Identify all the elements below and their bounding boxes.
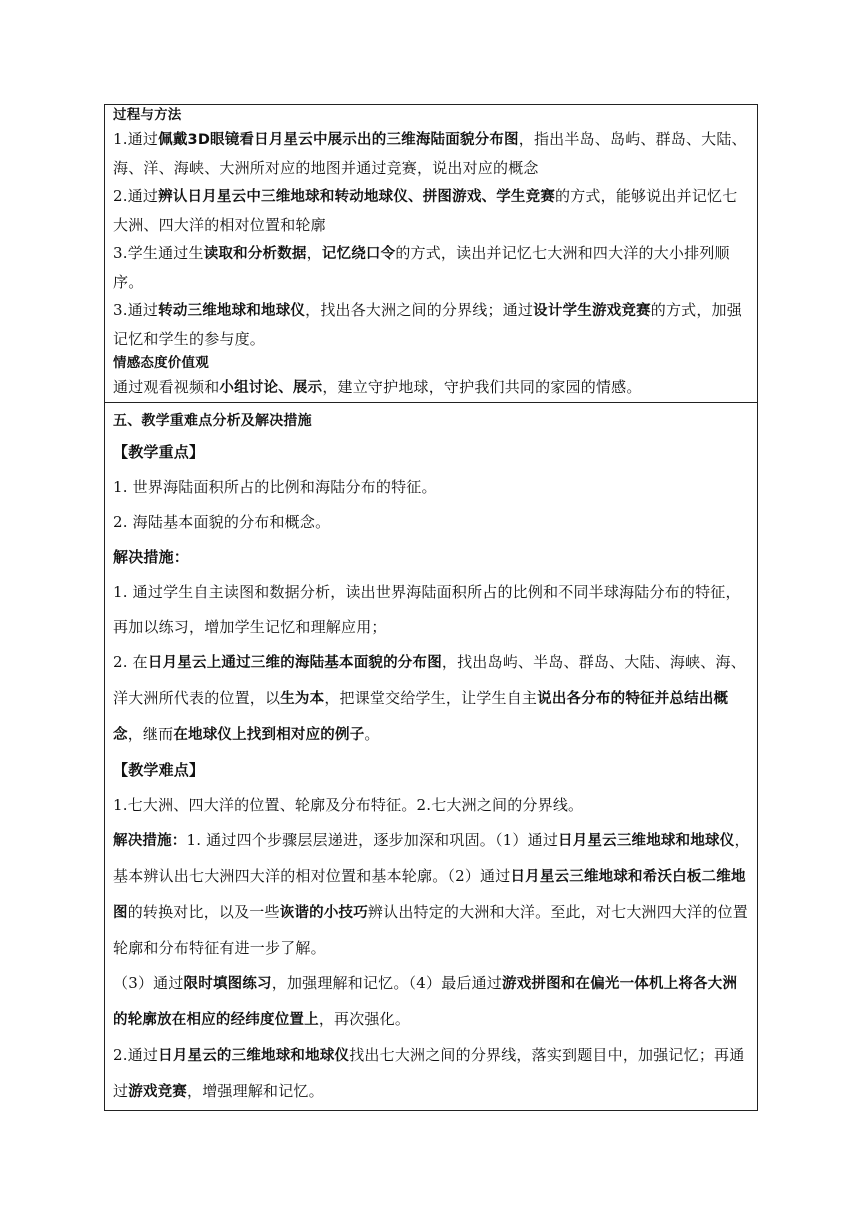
measure-1: 1. 通过学生自主读图和数据分析，读出世界海陆面积所占的比例和不同半球海陆分布的特征，再加以练习，增加学生记忆和理解应用； xyxy=(113,583,741,636)
process-item-1: 1.通过佩戴3D眼镜看日月星云中展示出的三维海陆面貌分布图，指出半岛、岛屿、群岛、大陆、海、洋、海峡、大洲所对应的地图并通过竞赛，说出对应的概念 xyxy=(113,130,747,177)
section-title: 五、教学重难点分析及解决措施 xyxy=(113,413,312,429)
measure-2: 2. 在日月星云上通过三维的海陆基本面貌的分布图，找出岛屿、半岛、群岛、大陆、海峡、海、洋大洲所代表的位置，以生为本，把课堂交给学生，让学生自主说出各分布的特征并总结出概念，继而在地球仪上找到相对应的例子。 xyxy=(113,653,746,743)
hard-measure-1: 解决措施：1. 通过四个步骤层层递进，逐步加深和巩固。（1）通过日月星云三维地球和地球仪，基本辨认出七大洲四大洋的相对位置和基本轮廓。（2）通过日月星云三维地球和希沃白板二维地图的转换对比，以及一些诙谐的小技巧辨认出特定的大洲和大洋。至此，对七大洲四大洋的位置轮廓和分布特征有进一步了解。 xyxy=(113,831,750,957)
process-heading: 过程与方法 xyxy=(113,107,182,123)
process-cell xyxy=(105,105,758,403)
measures-label: 解决措施： xyxy=(113,548,190,566)
hard-points: 1.七大洲、四大洋的位置、轮廓及分布特征。2.七大洲之间的分界线。 xyxy=(113,796,584,814)
key-point-1: 1. 世界海陆面积所占的比例和海陆分布的特征。 xyxy=(113,478,437,496)
key-point-2: 2. 海陆基本面貌的分布和概念。 xyxy=(113,513,331,531)
difficulty-row xyxy=(105,403,758,1111)
process-item-2: 2.通过辨认日月星云中三维地球和转动地球仪、拼图游戏、学生竞赛的方式，能够说出并记忆七大洲、四大洋的相对位置和轮廓 xyxy=(113,187,738,234)
process-item-4: 3.通过转动三维地球和地球仪，找出各大洲之间的分界线；通过设计学生游戏竞赛的方式，加强记忆和学生的参与度。 xyxy=(113,301,742,348)
lesson-plan-table xyxy=(104,104,758,1111)
process-row xyxy=(105,105,758,403)
hard-points-heading: 【教学难点】 xyxy=(113,761,205,779)
hard-measure-2: 2.通过日月星云的三维地球和地球仪找出七大洲之间的分界线，落实到题目中，加强记忆；再通过游戏竞赛，增强理解和记忆。 xyxy=(113,1046,745,1100)
attitude-text: 通过观看视频和小组讨论、展示，建立守护地球，守护我们共同的家园的情感。 xyxy=(113,378,642,396)
process-item-3: 3.学生通过生读取和分析数据，记忆绕口令的方式，读出并记忆七大洲和四大洋的大小排列顺序。 xyxy=(113,244,730,291)
hard-measure-1-continued: （3）通过限时填图练习，加强理解和记忆。（4）最后通过游戏拼图和在偏光一体机上将各大洲的轮廓放在相应的经纬度位置上，再次强化。 xyxy=(113,974,738,1028)
attitude-heading: 情感态度价值观 xyxy=(113,355,209,371)
key-points-heading: 【教学重点】 xyxy=(113,443,205,461)
difficulty-cell xyxy=(105,403,758,1111)
